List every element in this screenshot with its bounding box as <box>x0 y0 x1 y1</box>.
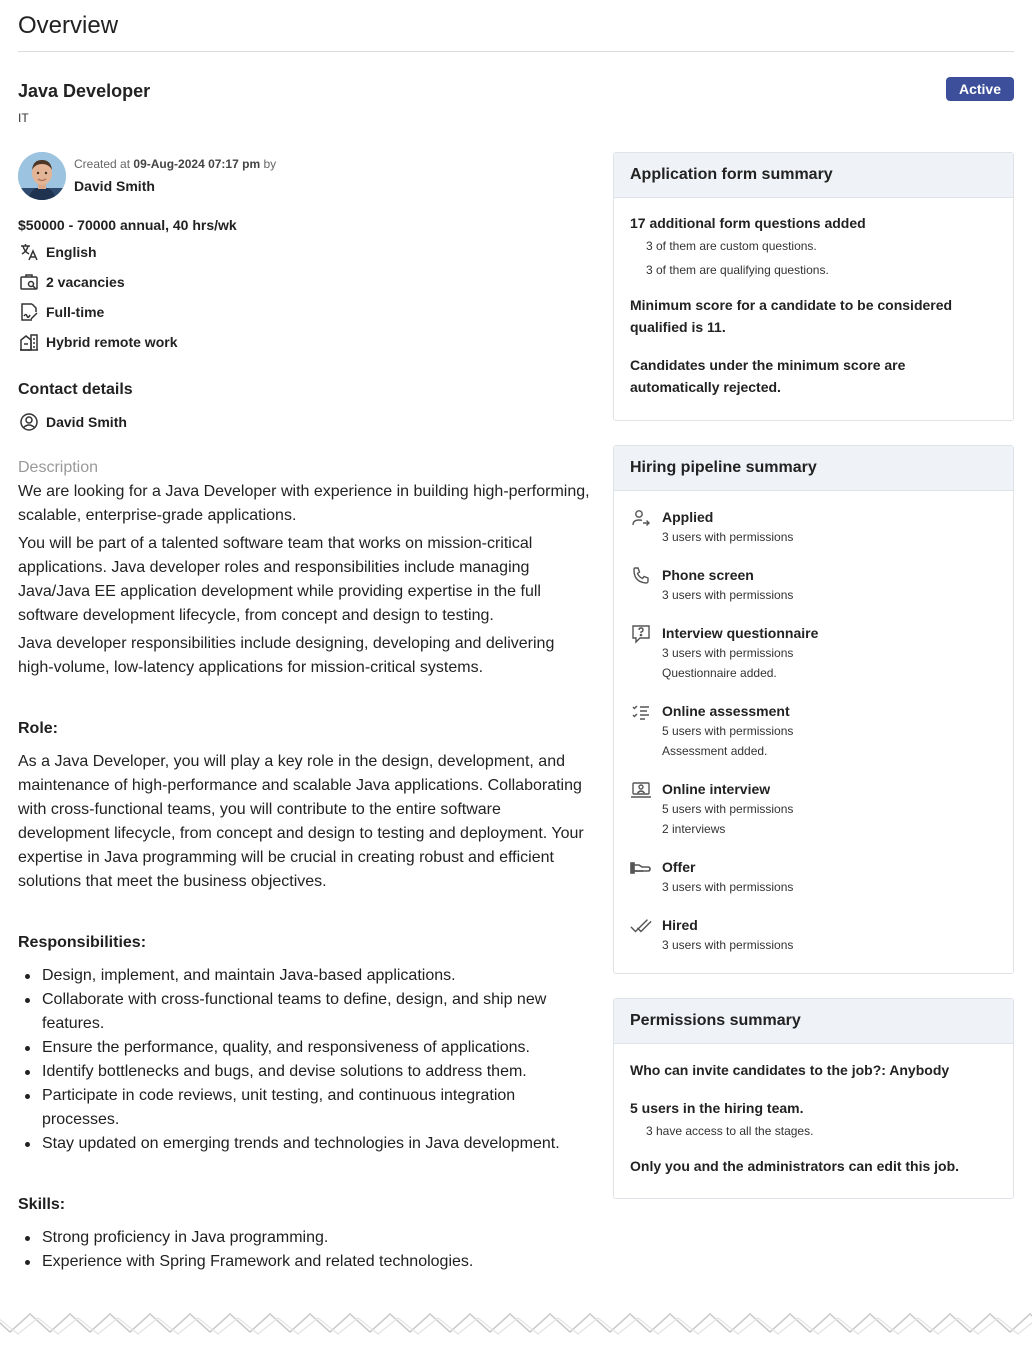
page-title: Overview <box>18 12 119 39</box>
question-bubble-icon <box>630 623 652 645</box>
list-item: Experience with Spring Framework and related technologies. <box>42 1250 593 1274</box>
description-label: Description <box>18 459 99 476</box>
card-title: Permissions summary <box>614 999 1013 1044</box>
attribute-language: English <box>18 237 593 267</box>
hiring-pipeline-summary <box>613 445 1014 974</box>
card-title: Application form summary <box>614 153 1013 198</box>
list-item: Identify bottlenecks and bugs, and devise solutions to address them. <box>42 1060 593 1084</box>
attribute-work-mode: Hybrid remote work <box>18 327 593 357</box>
questions-added: 17 additional form questions added <box>630 215 866 231</box>
translate-icon <box>18 241 40 263</box>
list-item: Design, implement, and maintain Java-based applications. <box>42 964 593 988</box>
minimum-score: Minimum score for a candidate to be considered qualified is 11. <box>630 297 953 335</box>
hand-offer-icon <box>630 857 652 879</box>
creator-info <box>18 150 593 202</box>
custom-questions: 3 of them are custom questions. <box>646 239 817 253</box>
job-details <box>18 150 593 1274</box>
invite-permission: Who can invite candidates to the job?: Anybody <box>630 1062 950 1078</box>
status-badge: Active <box>946 77 1014 101</box>
torn-edge <box>0 1308 1032 1338</box>
list-item: Stay updated on emerging trends and technologies in Java development. <box>42 1132 593 1156</box>
responsibilities-list <box>18 964 593 1156</box>
title-divider <box>18 51 1014 52</box>
stage-interview-questionnaire: Interview questionnaire 3 users with permissions Questionnaire added. <box>630 623 997 701</box>
stage-applied: Applied 3 users with permissions <box>630 507 997 565</box>
permissions-summary <box>613 998 1014 1199</box>
auto-reject: Candidates under the minimum score are automatically rejected. <box>630 357 906 395</box>
role-heading: Role: <box>18 720 58 737</box>
card-title: Hiring pipeline summary <box>614 446 1013 491</box>
stage-access: 3 have access to all the stages. <box>646 1124 814 1138</box>
attribute-employment-type: Full-time <box>18 297 593 327</box>
created-line: Created at 09-Aug-2024 07:17 pm by <box>74 157 277 171</box>
stage-online-assessment: Online assessment 5 users with permissions Assessment added. <box>630 701 997 779</box>
building-icon <box>18 331 40 353</box>
stage-phone-screen: Phone screen 3 users with permissions <box>630 565 997 623</box>
stage-online-interview: Online interview 5 users with permissions 2 interviews <box>630 779 997 857</box>
attribute-vacancies: 2 vacancies <box>18 267 593 297</box>
person-arrow-icon <box>630 507 652 529</box>
job-attributes <box>18 237 593 357</box>
laptop-person-icon <box>630 779 652 801</box>
description-paragraph: You will be part of a talented software team that works on mission-critical applications. Java developer roles and responsibilities include managing Java/Java EE application development while providing expertise in the full software development lifecycle, from concept and design to testing. <box>18 535 541 624</box>
stage-hired: Hired 3 users with permissions <box>630 915 997 955</box>
list-item: Collaborate with cross-functional teams to define, design, and ship new features. <box>42 988 593 1036</box>
hiring-team-size: 5 users in the hiring team. <box>630 1100 804 1116</box>
created-date: 09-Aug-2024 07:17 pm <box>133 157 261 171</box>
qualifying-questions: 3 of them are qualifying questions. <box>646 263 829 277</box>
job-department: IT <box>18 111 29 125</box>
avatar <box>18 152 66 200</box>
user-circle-icon <box>18 411 40 433</box>
briefcase-search-icon <box>18 271 40 293</box>
double-check-icon <box>630 915 652 937</box>
role-text: As a Java Developer, you will play a key role in the design, development, and maintenance of high-performance and scalable Java applications. Collaborating with cross-functional teams, you will contribute to the entire software development lifecycle, from concept and design to testing and deployment. Your expertise in Java programming will be crucial in creating robust and efficient solutions that meet the business objectives. <box>18 753 584 890</box>
list-item: Ensure the performance, quality, and responsiveness of applications. <box>42 1036 593 1060</box>
list-item: Participate in code reviews, unit testing, and continuous integration processes. <box>42 1084 593 1132</box>
responsibilities-heading: Responsibilities: <box>18 934 147 951</box>
contract-icon <box>18 301 40 323</box>
description-paragraph: We are looking for a Java Developer with experience in building high-performing, scalable, enterprise-grade applications. <box>18 483 590 524</box>
contact-person <box>18 411 593 433</box>
phone-icon <box>630 565 652 587</box>
contact-heading: Contact details <box>18 381 133 398</box>
edit-permission: Only you and the administrators can edit this job. <box>630 1158 960 1174</box>
description <box>18 480 593 1274</box>
list-item: Strong proficiency in Java programming. <box>42 1226 593 1250</box>
contact-name: David Smith <box>46 414 127 430</box>
salary: $50000 - 70000 annual, 40 hrs/wk <box>18 217 237 233</box>
skills-list <box>18 1226 593 1274</box>
stage-offer: Offer 3 users with permissions <box>630 857 997 915</box>
creator-name: David Smith <box>74 178 155 194</box>
checklist-icon <box>630 701 652 723</box>
description-paragraph: Java developer responsibilities include designing, developing and delivering high-volume, low-latency applications for mission-critical systems. <box>18 635 555 676</box>
application-form-summary <box>613 152 1014 421</box>
skills-heading: Skills: <box>18 1196 66 1213</box>
job-title: Java Developer <box>18 81 151 101</box>
